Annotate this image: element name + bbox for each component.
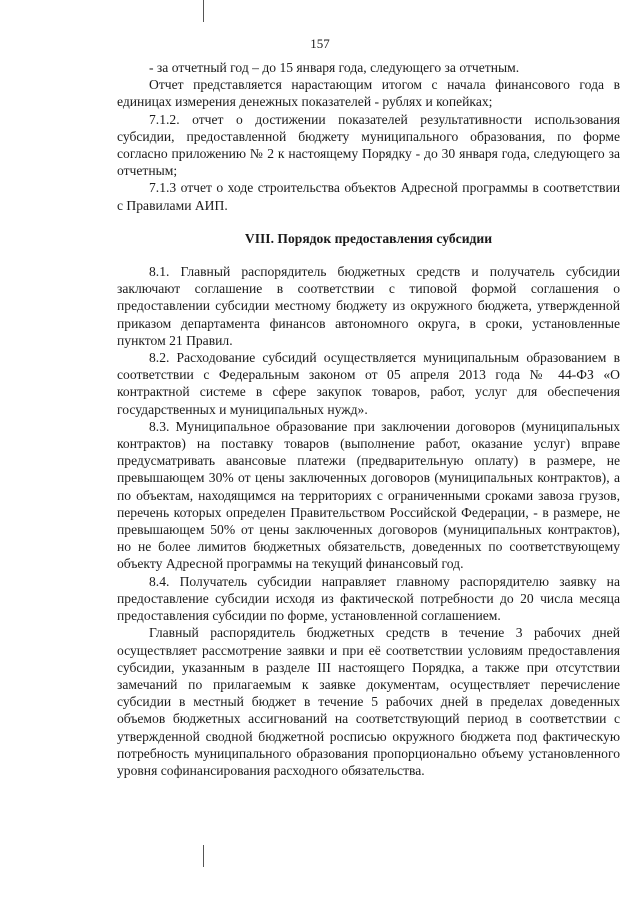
paragraph-8-3: 8.3. Муниципальное образование при заключении договоров (муниципальных контрактов) на поставку товаров (выполнение работ, оказание услуг) вправе предусматривать авансовые платежи (предварительную оплату) в размере, не превышающем 30% от цены заключенных договоров (муниципальных контрактов), а по объектам, находящимся на территориях с ограниченными сроками завоза грузов, перечень которых определен Правительством Российской Федерации, - в размере, не превышающем 50% от цены заключенных договоров (муниципальных контрактов), но не более лимитов бюджетных обязательств, доведенных по соответствующему объекту Адресной программы на текущий финансовый год. — [117, 418, 620, 572]
section-spacer — [117, 247, 620, 263]
paragraph-7-1-3: 7.1.3 отчет о ходе строительства объектов Адресной программы в соответствии с Правилами АИП. — [117, 180, 620, 213]
document-body — [117, 59, 620, 779]
section-spacer — [117, 214, 620, 230]
paragraph-7-1-2: 7.1.2. отчет о достижении показателей результативности использования субсидии, предоставленной бюджету муниципального образования, по форме согласно приложению № 2 к настоящему Порядку - до 30 января года, следующего за отчетным; — [117, 111, 620, 179]
paragraph-deadline-annual: - за отчетный год – до 15 января года, следующего за отчетным. — [149, 60, 520, 75]
scan-margin-mark-bottom — [203, 845, 204, 867]
page-number: 157 — [310, 36, 330, 51]
paragraph-8-1: 8.1. Главный распорядитель бюджетных средств и получатель субсидии заключают соглашение в соответствии с типовой формой соглашения о предоставлении субсидии местному бюджету из окружного бюджета, утвержденной приказом департамента финансов автономного округа, в сроки, установленные пунктом 21 Правил. — [117, 264, 620, 348]
paragraph-8-4: 8.4. Получатель субсидии направляет главному распорядителю заявку на предоставление субсидии исходя из фактической потребности до 20 числа месяца предоставления субсидии по форме, установленной соглашением. — [117, 573, 620, 624]
paragraph-transfer-procedure: Главный распорядитель бюджетных средств в течение 3 рабочих дней осуществляет рассмотрение заявки и при её соответствии условиям предоставления субсидии, указанным в разделе III настоящего Порядка, а также при отсутствии замечаний по прилагаемым к заявке документам, осуществляет перечисление субсидии в местный бюджет в течение 5 рабочих дней в пределах доведенных объемов бюджетных ассигнований на соответствующий период в соответствии с утвержденной сводной бюджетной росписью окружного бюджета под фактическую потребность муниципального образования пропорционально объему установленного уровня софинансирования расходного обязательства. — [117, 625, 620, 778]
paragraph-report-units: Отчет представляется нарастающим итогом с начала финансового года в единицах измерения денежных показателей - рублях и копейках; — [117, 77, 620, 110]
section-title: VIII. Порядок предоставления субсидии — [244, 230, 493, 246]
paragraph-8-2: 8.2. Расходование субсидий осуществляется муниципальным образованием в соответствии с Федеральным законом от 05 апреля 2013 года № 44-ФЗ «О контрактной системе в сфере закупок товаров, работ, услуг для обеспечения государственных и муниципальных нужд». — [117, 350, 620, 417]
scan-margin-mark-top — [203, 0, 204, 22]
